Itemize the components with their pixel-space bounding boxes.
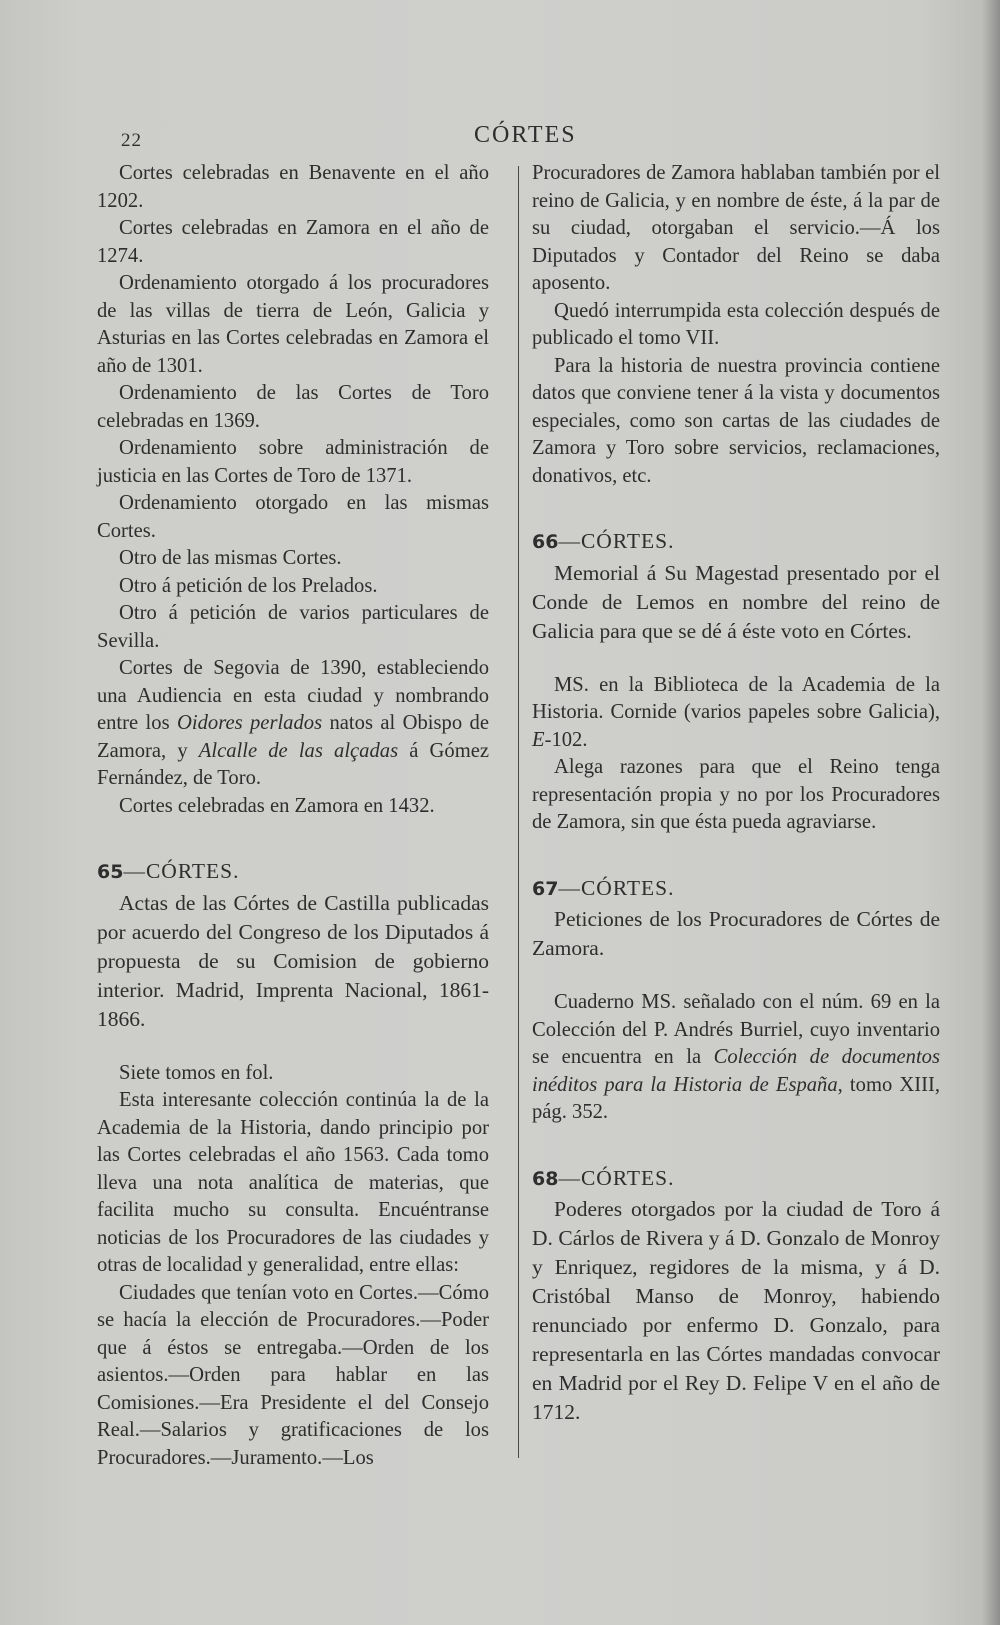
entry-paragraph: Alega razones para que el Reino tenga representación propia y no por los Procuradores de Zamora, sin que ésta pueda agraviarse. [532, 756, 940, 833]
spacer [97, 1034, 489, 1060]
list-item: Ordenamiento otorgado en las mismas Cortes. [97, 492, 489, 542]
entry-heading-66 [532, 528, 940, 557]
list-item: Cortes celebradas en Zamora en 1432. [119, 794, 435, 817]
list-item: Otro de las mismas Cortes. [119, 547, 342, 569]
segovia-text-1: Cortes de Segovia de 1390, estableciendo una Audiencia en esta ciudad y nombrando entre los [97, 657, 489, 734]
left-column [97, 160, 489, 1472]
page-number: 22 [121, 130, 142, 151]
segovia-italic-2: Alcalle de las alçadas [198, 739, 399, 762]
list-item: Otro á petición de varios particulares de Sevilla. [97, 602, 489, 652]
entry-heading-text: —CÓRTES. [558, 875, 675, 900]
running-title: CÓRTES [474, 122, 577, 148]
entry-number: 68 [532, 1167, 559, 1190]
entry-heading-67 [532, 875, 940, 904]
location-italic: E [532, 728, 545, 751]
entry-topics: Ciudades que tenían voto en Cortes.—Cómo se hacía la elección de Procuradores.—Poder que á éstos se entregaba.—Orden de los asientos.—Orden para hablar en las Comisiones.—Era Presidente el del Consejo Real.—Salarios y gratificaciones de los Procuradores.—Juramento.—Los [97, 1281, 489, 1469]
list-item: Cortes celebradas en Zamora en el año de 1274. [97, 217, 489, 267]
spacer [532, 963, 940, 989]
location-text: -102. [544, 728, 588, 751]
column-divider [518, 166, 519, 1458]
list-item: Ordenamiento de las Cortes de Toro celebradas en 1369. [97, 382, 489, 432]
entry-paragraph: Esta interesante colección continúa la de la Academia de la Historia, dando principio por las Cortes celebradas el año 1563. Cada tomo lleva una nota analítica de materias, que facilita mucho su consulta. Encuéntranse noticias de los Procuradores de las ciudades y otras de localidad y generalidad, entre ellas: [97, 1089, 489, 1276]
entry-location [532, 989, 940, 1127]
entry-title: Actas de las Córtes de Castilla publicadas por acuerdo del Congreso de los Diputados á propuesta de su Comision de gobierno interior. Madrid, Imprenta Nacional, 1861-1866. [97, 890, 489, 1031]
list-item-segovia [97, 655, 489, 793]
list-item: Ordenamiento otorgado á los procuradores de las villas de tierra de León, Galicia y Asturias en las Cortes celebradas en Zamora el año de 1301. [97, 272, 489, 377]
segovia-text-2: natos al Obispo de Zamora, y [97, 712, 489, 762]
entry-heading-text: —CÓRTES. [123, 859, 240, 883]
entry-number: 67 [532, 877, 559, 900]
page-edge-shadow [982, 0, 1000, 1625]
entry-number: 65 [97, 861, 124, 883]
location-text: , tomo XIII, pág. 352. [532, 1073, 940, 1123]
entry-number: 66 [532, 531, 559, 553]
segovia-text-3: á Gómez Fernández, de Toro. [97, 739, 489, 789]
location-italic: Colección de documentos inéditos para la Historia de España [532, 1046, 940, 1096]
entry-paragraph: Quedó interrumpida esta colección después de publicado el tomo VII. [532, 299, 940, 349]
entry-title: Memorial á Su Magestad presentado por el Conde de Lemos en nombre del reino de Galicia para que se dé á éste voto en Córtes. [532, 560, 940, 643]
list-item: Otro á petición de los Prelados. [119, 574, 378, 597]
list-item: Cortes celebradas en Benavente en el año 1202. [97, 162, 489, 212]
location-text: MS. en la Biblioteca de la Academia de la Historia. Cornide (varios papeles sobre Galicia), [532, 673, 940, 723]
entry-location [532, 672, 940, 755]
entry-heading-text: —CÓRTES. [558, 529, 675, 553]
page-header [0, 122, 1000, 156]
list-item: Ordenamiento sobre administración de justicia en las Cortes de Toro de 1371. [97, 437, 489, 487]
segovia-italic-1: Oidores perlados [177, 712, 323, 734]
entry-heading-65 [97, 858, 489, 887]
entry-title: Poderes otorgados por la ciudad de Toro á D. Cárlos de Rivera y á D. Gonzalo de Monroy y Enriquez, regidores de la misma, y á D. Cristóbal Manso de Monroy, habiendo renunciado por enfermo D. Gonzalo, para representarla en las Córtes mandadas convocar en Madrid por el Rey D. Felipe V en el año de 1712. [532, 1197, 940, 1424]
continuation-text: Procuradores de Zamora hablaban también por el reino de Galicia, y en nombre de éste, á la par de su ciudad, otorgaban el servicio.—Á los Diputados y Contador del Reino se daba aposento. [532, 162, 940, 294]
entry-paragraph: Para la historia de nuestra provincia contiene datos que conviene tener á la vista y documentos especiales, como son cartas de las ciudades de Zamora y Toro sobre servicios, reclamaciones, donativos, etc. [532, 354, 940, 487]
location-text: Cuaderno MS. señalado con el núm. 69 en la Colección del P. Andrés Burriel, cuyo inventario se encuentra en la [532, 991, 940, 1068]
spacer [532, 646, 940, 672]
entry-title: Peticiones de los Procuradores de Córtes de Zamora. [532, 907, 940, 960]
right-column [532, 160, 940, 1427]
entry-description: Siete tomos en fol. [119, 1061, 274, 1084]
entry-heading-68 [532, 1165, 940, 1194]
entry-heading-text: —CÓRTES. [558, 1165, 675, 1190]
